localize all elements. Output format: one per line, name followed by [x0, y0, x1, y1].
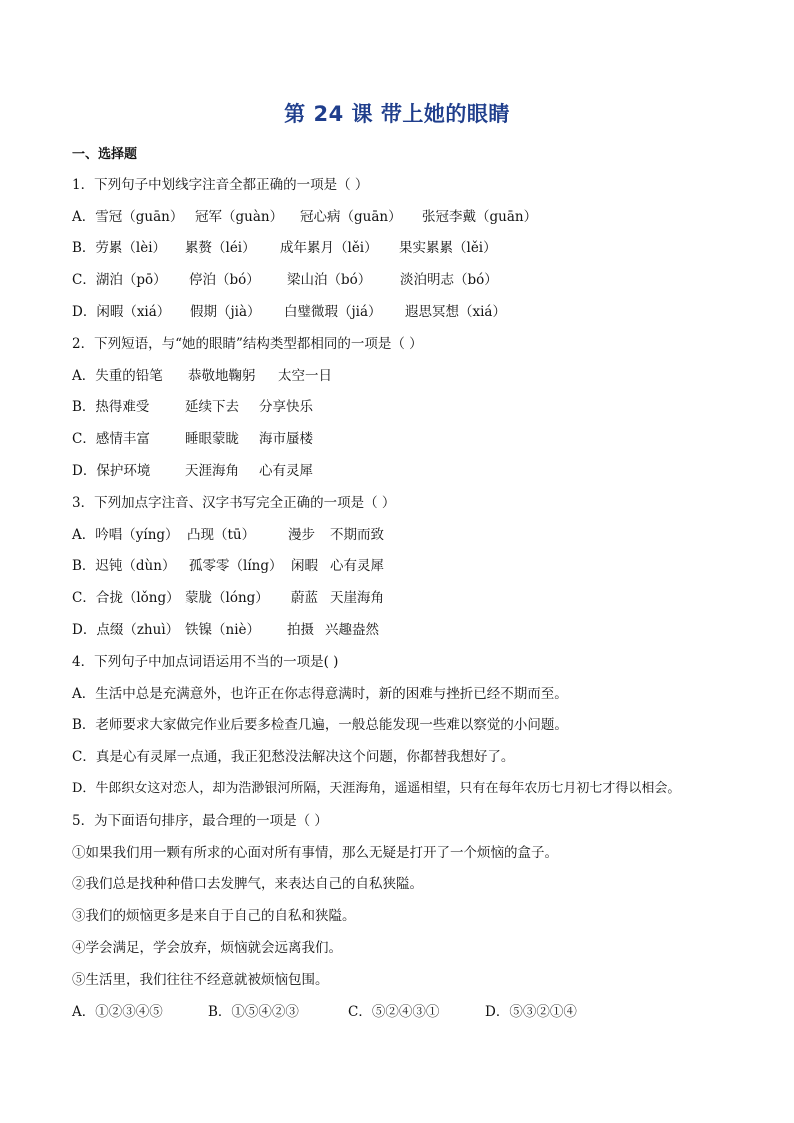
option-item: 分享快乐	[259, 399, 313, 415]
option-item: 拍摄	[287, 622, 314, 638]
option-item: 闲暇	[291, 558, 318, 574]
option-item: C．感情丰富	[72, 431, 150, 447]
section-heading: 一、选择题	[72, 147, 138, 162]
q5-sentence-1: ①如果我们用一颗有所求的心面对所有事情，那么无疑是打开了一个烦恼的盒子。	[72, 845, 558, 861]
option-item: A．①②③④⑤	[72, 1004, 163, 1020]
option-item: 睡眼蒙眬	[185, 431, 239, 447]
option-item: 停泊（bó）	[189, 272, 260, 288]
option-item: 孤零零（líng）	[189, 558, 283, 574]
option-item: 张冠李戴（guān）	[422, 209, 538, 225]
question-2-stem: 2．下列短语，与“她的眼睛”结构类型都相同的一项是（ ）	[72, 336, 423, 352]
option-item: 遐思冥想（xiá）	[405, 304, 506, 320]
option-item: B．劳累（lèi）	[72, 240, 167, 256]
option-item: D．⑤③②①④	[485, 1004, 577, 1020]
q5-sentence-3: ③我们的烦恼更多是来自于自己的自私和狭隘。	[72, 908, 356, 924]
option-item: B．热得难受	[72, 399, 150, 415]
option-item: 假期（jià）	[190, 304, 261, 320]
option-item: 冠军（guàn）	[195, 209, 284, 225]
option-item: 恭敬地鞠躬	[188, 368, 256, 384]
question-3-stem: 3．下列加点字注音、汉字书写完全正确的一项是（ ）	[72, 495, 396, 511]
option-item: D．闲暇（xiá）	[72, 304, 171, 320]
option-item: B．①⑤④②③	[208, 1004, 299, 1020]
option-item: 不期而致	[330, 527, 384, 543]
option-item: 漫步	[288, 527, 315, 543]
option-item: C．⑤②④③①	[348, 1004, 440, 1020]
q4-option-a: A．生活中总是充满意外，也许正在你志得意满时，新的困难与挫折已经不期而至。	[72, 686, 568, 702]
q5-sentence-2: ②我们总是找种种借口去发脾气，来表达自己的自私狭隘。	[72, 876, 423, 892]
option-item: 铁镍（niè）	[185, 622, 261, 638]
option-item: 心有灵犀	[330, 558, 384, 574]
option-item: 成年累月（lěi）	[280, 240, 378, 256]
option-item: 蒙胧（lóng）	[185, 590, 269, 606]
question-5-stem: 5．为下面语句排序，最合理的一项是（ ）	[72, 813, 328, 829]
option-item: D．点缀（zhuì）	[72, 622, 180, 638]
option-item: A．吟唱（yíng）	[72, 527, 179, 543]
option-item: A．雪冠（guān）	[72, 209, 184, 225]
option-item: 白璧微瑕（jiá）	[284, 304, 382, 320]
option-item: C．湖泊（pō）	[72, 272, 167, 288]
question-1-stem: 1．下列句子中划线字注音全都正确的一项是（ ）	[72, 177, 369, 193]
q5-sentence-4: ④学会满足，学会放弃，烦恼就会远离我们。	[72, 940, 342, 956]
option-item: 海市蜃楼	[259, 431, 313, 447]
option-item: 延续下去	[185, 399, 239, 415]
option-item: 天涯海角	[185, 463, 239, 479]
question-4-stem: 4．下列句子中加点词语运用不当的一项是( )	[72, 654, 339, 670]
option-item: 梁山泊（bó）	[287, 272, 372, 288]
option-item: D．保护环境	[72, 463, 151, 479]
option-item: B．迟钝（dùn）	[72, 558, 176, 574]
option-item: 太空一日	[278, 368, 332, 384]
option-item: 累赘（léi）	[185, 240, 256, 256]
option-item: 果实累累（lěi）	[399, 240, 497, 256]
option-item: 兴趣盎然	[325, 622, 379, 638]
q5-sentence-5: ⑤生活里，我们往往不经意就被烦恼包围。	[72, 972, 329, 988]
option-item: 天崖海角	[330, 590, 384, 606]
option-item: 心有灵犀	[259, 463, 313, 479]
option-item: 冠心病（guān）	[300, 209, 402, 225]
option-item: C．合拢（lǒng）	[72, 590, 180, 606]
option-item: 凸现（tū）	[187, 527, 256, 543]
option-item: 淡泊明志（bó）	[400, 272, 498, 288]
q4-option-b: B．老师要求大家做完作业后要多检查几遍，一般总能发现一些难以察觉的小问题。	[72, 717, 568, 733]
page-title: 第 24 课 带上她的眼睛	[284, 102, 510, 126]
q4-option-d: D．牛郎织女这对恋人，却为浩渺银河所隔，天涯海角，遥遥相望，只有在每年农历七月初七才得以相会。	[72, 781, 681, 796]
q4-option-c: C．真是心有灵犀一点通，我正犯愁没法解决这个问题，你都替我想好了。	[72, 749, 515, 765]
option-item: 蔚蓝	[291, 590, 318, 606]
option-item: A．失重的铅笔	[72, 368, 163, 384]
